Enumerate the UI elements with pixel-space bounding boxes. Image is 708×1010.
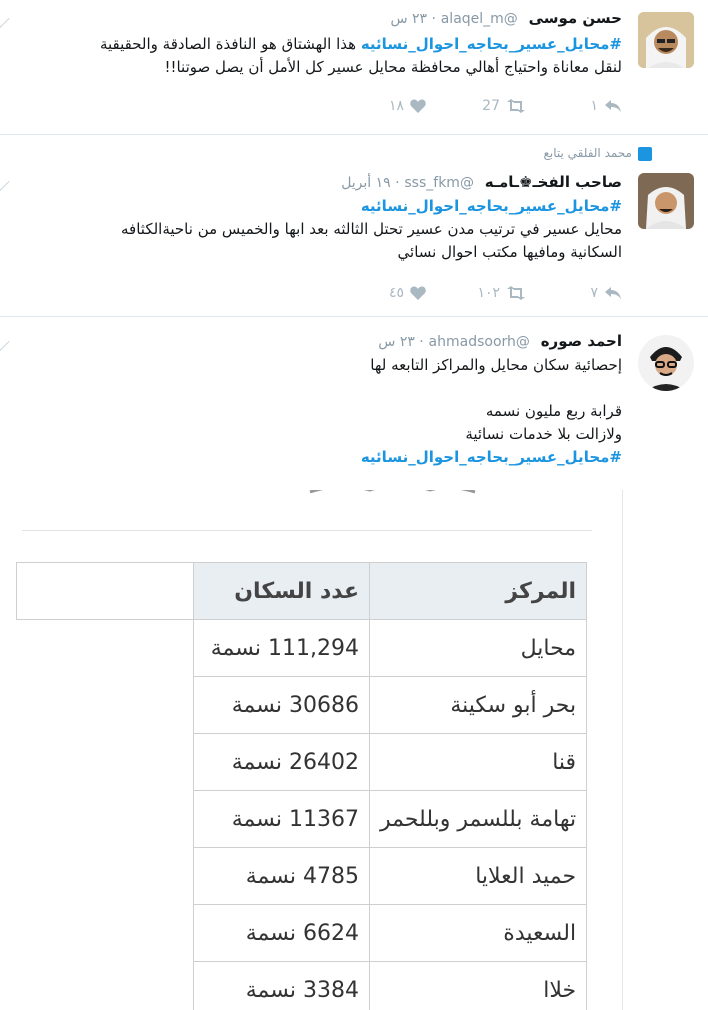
table-cell: قنا [370, 734, 587, 791]
tweet-text-line: السكانية ومافيها مكتب احوال نسائي [0, 241, 622, 264]
timestamp[interactable]: ٢٣ س [378, 334, 415, 350]
timestamp[interactable]: ٢٣ س [390, 11, 427, 27]
tweet-text-line: قرابة ربع مليون نسمه [0, 400, 622, 423]
retweet-button[interactable]: 27 [482, 98, 526, 114]
reply-button[interactable]: ١ [590, 98, 622, 114]
tweet-text-line: إحصائية سكان محايل والمراكز التابعه لها [0, 354, 622, 377]
author-handle[interactable]: @alaqel_m [441, 11, 518, 27]
table-cell: بحر أبو سكينة [370, 677, 587, 734]
table-cell: خلاا [370, 962, 587, 1010]
table-cell: 6624 نسمة [194, 905, 370, 962]
table-cell: حميد العلايا [370, 848, 587, 905]
table-row [17, 791, 587, 848]
table-cell: 4785 نسمة [194, 848, 370, 905]
tweet-text: #محايل_عسير_بحاجه_احوال_نسائيه هذا الهشتاق هو النافذة الصادقة والحقيقية [0, 33, 622, 56]
tweet-media-image[interactable] [0, 490, 623, 1010]
author-name[interactable]: احمد صوره [541, 332, 622, 350]
tweet-text-line: ولازالت بلا خدمات نسائية [0, 423, 622, 446]
retweet-button[interactable]: ١٠٢ [477, 285, 526, 301]
cropped-heading-fragment [300, 490, 480, 496]
hashtag-link[interactable]: #محايل_عسير_بحاجه_احوال_نسائيه [361, 35, 622, 53]
tweet-text-line: لنقل معاناة واحتياج أهالي محافظة محايل عسير كل الأمل أن يصل صوتنا!! [0, 56, 622, 79]
blank-cell [17, 563, 194, 620]
hashtag-link[interactable]: #محايل_عسير_بحاجه_احوال_نسائيه [361, 448, 622, 466]
retweet-icon [506, 286, 526, 300]
table-cell: السعيدة [370, 905, 587, 962]
tweet-header: احمد صوره @ahmadsoorh · ٢٣ س [0, 331, 622, 352]
table-row [17, 848, 587, 905]
retweet-icon [506, 99, 526, 113]
author-name[interactable]: حسن موسى [529, 9, 622, 27]
reply-icon [604, 99, 622, 113]
author-name[interactable]: صاحب الفخـ♚ـامـه [485, 173, 622, 191]
tweet-header: صاحب الفخـ♚ـامـه @sss_fkm · ١٩ أبريل [0, 172, 622, 193]
heart-icon [410, 99, 426, 113]
avatar[interactable] [638, 335, 694, 391]
heart-icon [410, 286, 426, 300]
author-handle[interactable]: @ahmadsoorh [429, 334, 530, 350]
tweet-actions [362, 98, 622, 118]
table-cell: 11367 نسمة [194, 791, 370, 848]
reply-button[interactable]: ٧ [590, 285, 622, 301]
tweet-header: حسن موسى @alaqel_m · ٢٣ س [0, 8, 622, 29]
table-row [17, 677, 587, 734]
social-context: محمد الفلقي يتابع [544, 146, 653, 161]
follow-icon [638, 147, 652, 161]
table-cell: 3384 نسمة [194, 962, 370, 1010]
divider-line [22, 530, 592, 531]
table-row [17, 620, 587, 677]
column-header: المركز [370, 563, 587, 620]
table-header-row [17, 563, 587, 620]
population-table [16, 562, 587, 1010]
avatar[interactable] [638, 12, 694, 68]
tweet-actions [362, 285, 622, 305]
like-button[interactable]: ١٨ [389, 98, 426, 114]
table-row [17, 734, 587, 791]
hashtag-link[interactable]: #محايل_عسير_بحاجه_احوال_نسائيه [361, 197, 622, 215]
timestamp[interactable]: ١٩ أبريل [341, 175, 391, 191]
table-row [17, 905, 587, 962]
table-cell: محايل [370, 620, 587, 677]
author-handle[interactable]: @sss_fkm [404, 175, 474, 191]
reply-icon [604, 286, 622, 300]
table-row [17, 962, 587, 1010]
table-cell: تهامة بللسمر وبللحمر [370, 791, 587, 848]
like-button[interactable]: ٤٥ [389, 285, 426, 301]
column-header: عدد السكان [194, 563, 370, 620]
table-cell: 111,294 نسمة [194, 620, 370, 677]
tweet-1[interactable] [0, 0, 708, 134]
table-cell: 26402 نسمة [194, 734, 370, 791]
tweet-2[interactable] [0, 135, 708, 315]
tweet-text-line: محايل عسير في ترتيب مدن عسير تحتل الثالثه بعد ابها والخميس من ناحيةالكثافه [0, 218, 622, 241]
avatar[interactable] [638, 173, 694, 229]
table-cell: 30686 نسمة [194, 677, 370, 734]
